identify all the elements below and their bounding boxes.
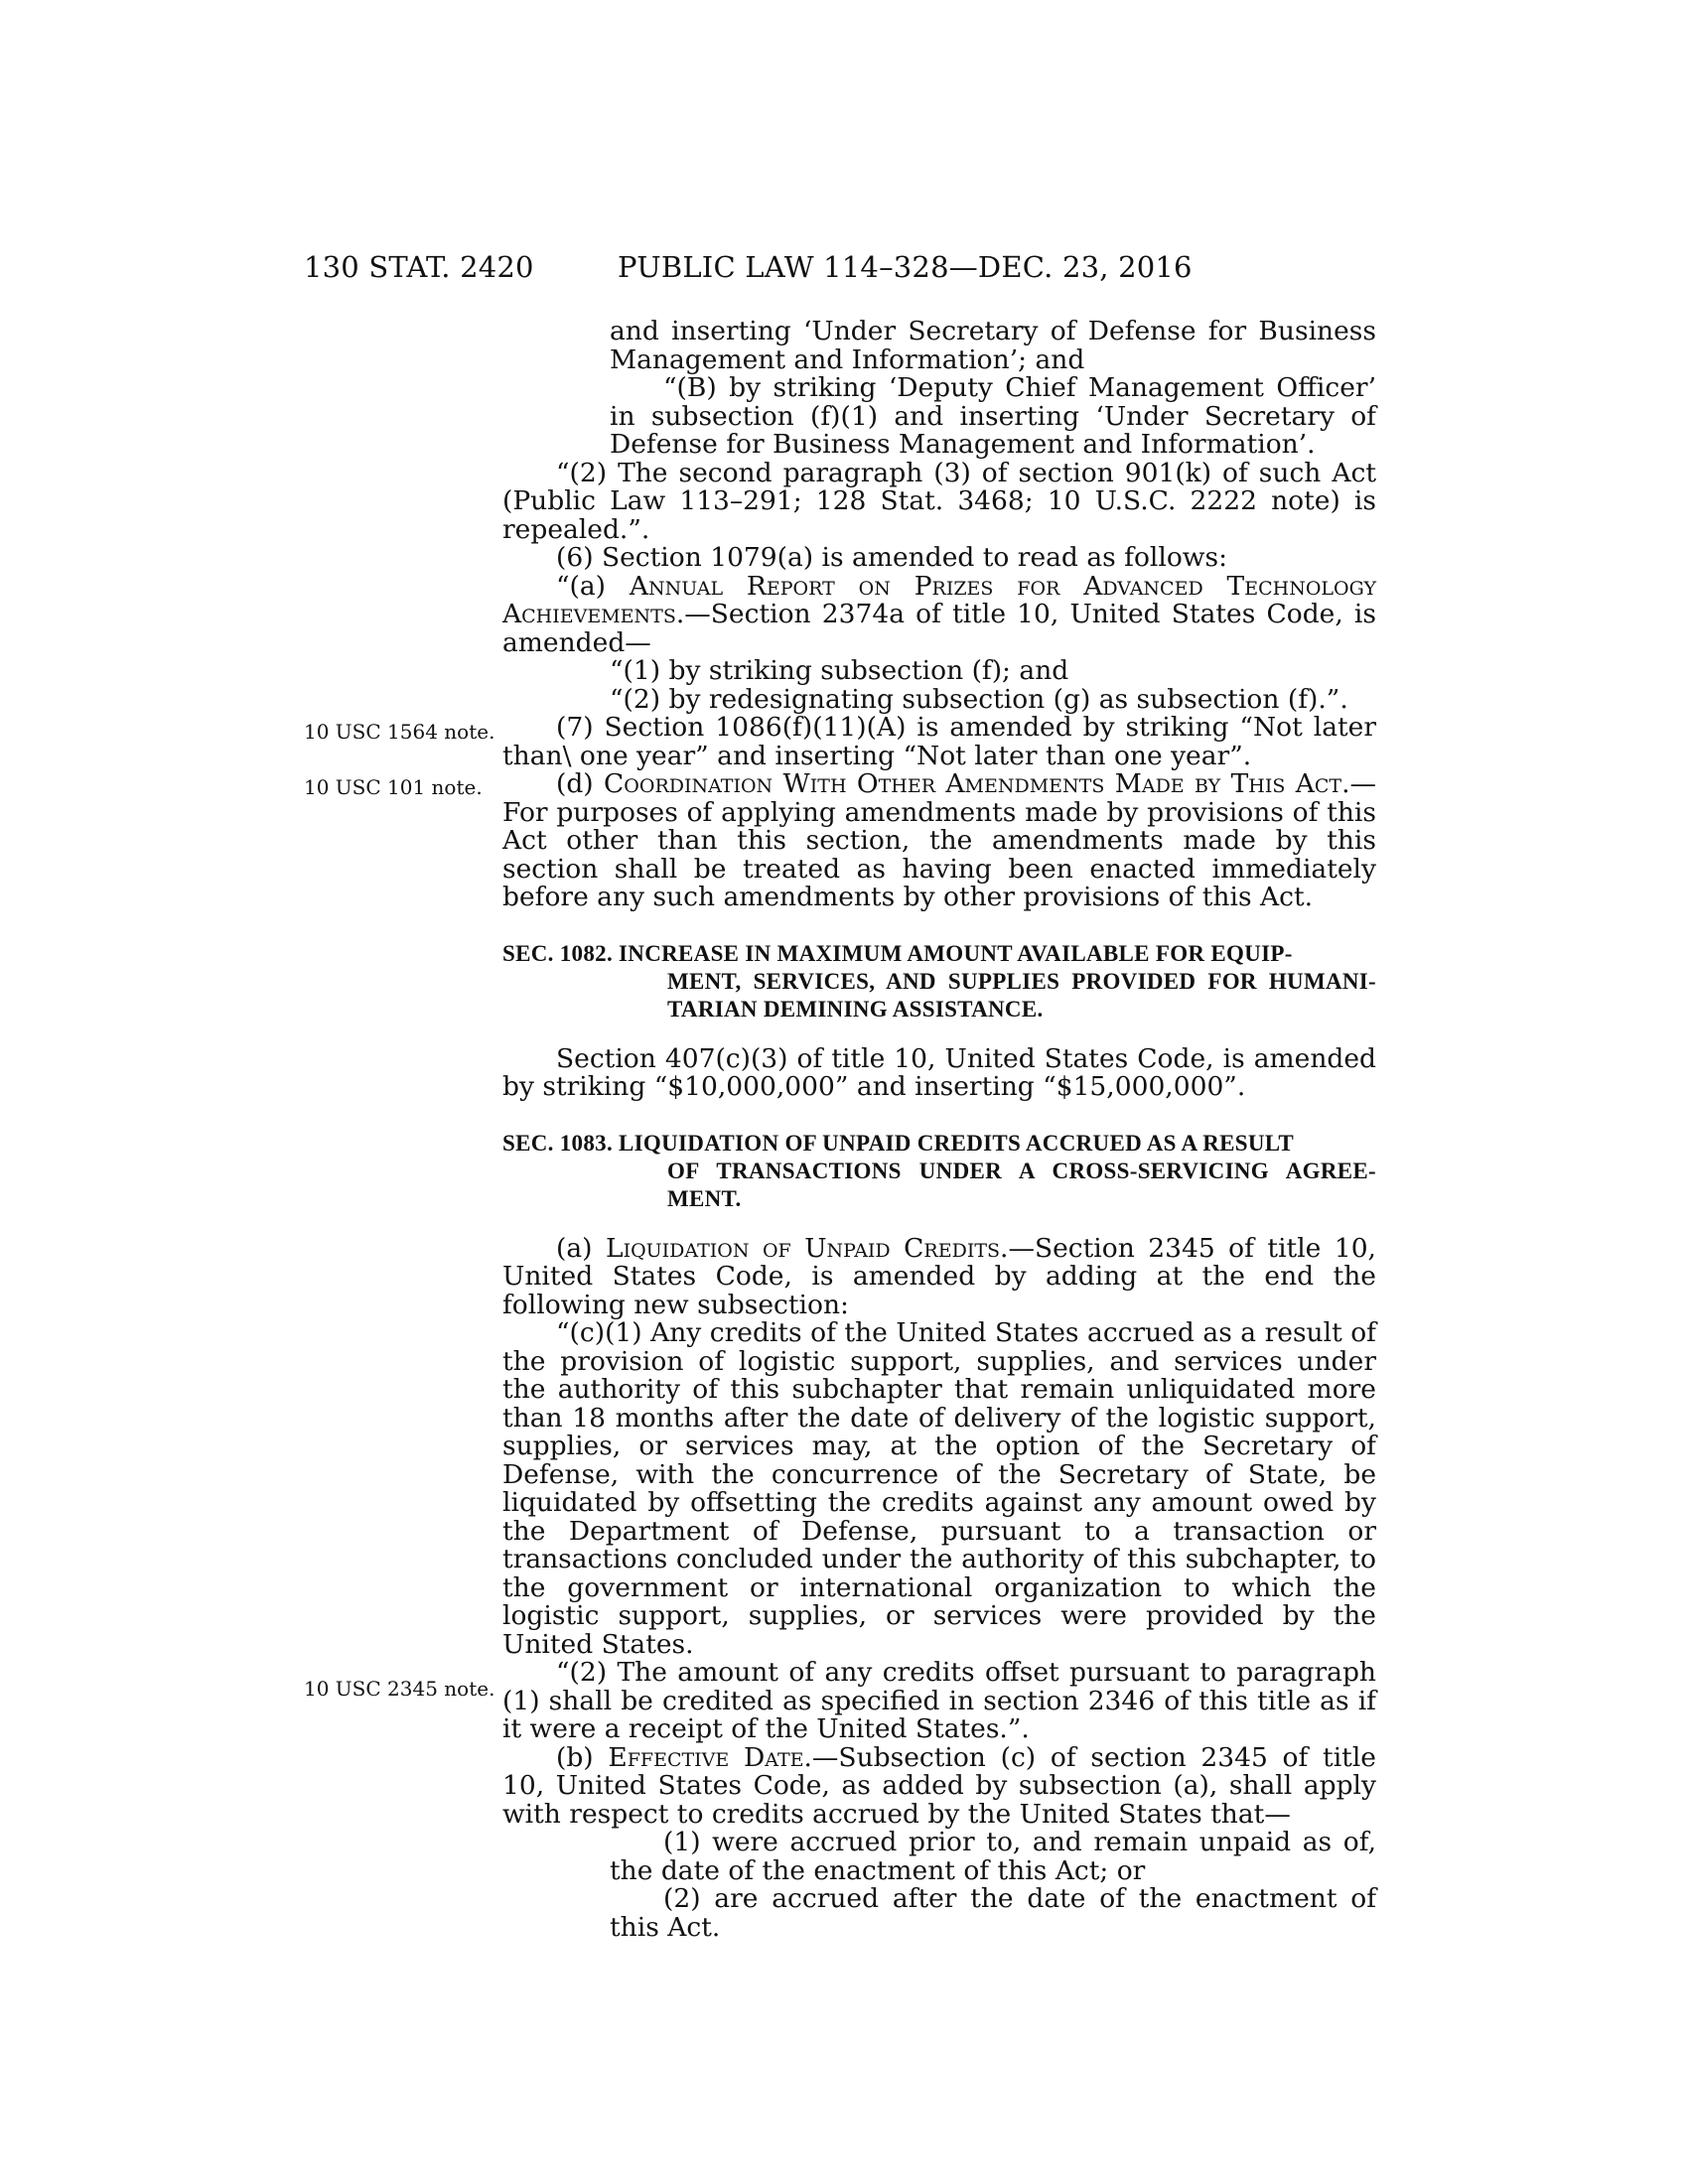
paragraph xyxy=(502,1232,1376,1320)
paragraph: (1) were accrued prior to, and remain unpaid as of, the date of the enactment of this Act; or xyxy=(610,1827,1376,1886)
paragraph: “(B) by striking ‘Deputy Chief Management Officer’ in subsection (f)(1) and inserting ‘Under Secretary of Defense for Business Management and Information’. xyxy=(610,372,1376,460)
paragraph: “(c)(1) Any credits of the United States accrued as a result of the provision of logistic support, supplies, and services under the authority of this subchapter that remain unliquidated more than 18 months after the date of delivery of the logistic support, supplies, or services may, at the option of the Secretary of Defense, with the concurrence of the Secretary of State, be liquidated by offsetting the credits against any amount owed by the Department of Defense, pursuant to a transaction or transactions concluded under the authority of this subchapter, to the government or international organization to which the logistic support, supplies, or services were provided by the United States. xyxy=(502,1317,1376,1660)
running-header: PUBLIC LAW 114–328—DEC. 23, 2016 xyxy=(618,250,1193,284)
paragraph: (2) are accrued after the date of the enactment of this Act. xyxy=(610,1883,1376,1943)
paragraph: “(2) by redesignating subsection (g) as subsection (f).”. xyxy=(610,683,1348,715)
section-heading-first-line: SEC. 1083. LIQUIDATION OF UNPAID CREDITS ACCRUED AS A RESULT xyxy=(502,1130,1294,1156)
paragraph-open: (a) xyxy=(556,1232,606,1264)
margin-note: 10 USC 1564 note. xyxy=(304,720,495,744)
paragraph-caption: Liquidation of Unpaid Credits xyxy=(605,1232,1001,1264)
paragraph: (6) Section 1079(a) is amended to read as follows: xyxy=(556,542,1228,573)
stat-page-number: 130 STAT. 2420 xyxy=(304,250,534,284)
paragraph-caption: Annual Report on Prizes for Advanced Technology Achievements xyxy=(502,570,1376,629)
paragraph-caption: Effective Date xyxy=(608,1741,804,1773)
section-heading xyxy=(502,940,1376,1024)
paragraph xyxy=(502,770,1376,912)
paragraph: “(2) The second paragraph (3) of section 901(k) of such Act (Public Law 113–291; 128 Stat. 3468; 10 U.S.C. 2222 note) is repealed.”. xyxy=(502,457,1376,545)
paragraph-text: .—Section 2345 of title 10, United States Code, is amended by adding at the end the following new subsection: xyxy=(502,1232,1376,1320)
paragraph: Section 407(c)(3) of title 10, United States Code, is amended by striking “$10,000,000” and inserting “$15,000,000”. xyxy=(502,1042,1376,1102)
paragraph-open: “(a) xyxy=(556,570,630,602)
paragraph xyxy=(502,570,1376,658)
paragraph: “(2) The amount of any credits offset pursuant to paragraph (1) shall be credited as specified in section 2346 of this title as if it were a receipt of the United States.”. xyxy=(502,1657,1376,1744)
paragraph-caption: Coordination With Other Amendments Made by This Act xyxy=(604,768,1342,799)
paragraph-open: (b) xyxy=(556,1741,609,1773)
paragraph xyxy=(502,1741,1376,1830)
paragraph: (7) Section 1086(f)(11)(A) is amended by striking “Not later than\ one year” and inserting “Not later than one year”. xyxy=(502,712,1376,771)
section-heading xyxy=(502,1130,1376,1213)
section-heading-first-line: SEC. 1082. INCREASE IN MAXIMUM AMOUNT AVAILABLE FOR EQUIP- xyxy=(502,940,1293,966)
paragraph-open: (d) xyxy=(556,768,605,799)
paragraph-text: .—Section 2374a of title 10, United States Code, is amended— xyxy=(502,599,1376,658)
document-body xyxy=(502,318,1376,1942)
section-heading-rest: OF TRANSACTIONS UNDER A CROSS-SERVICING AGREE- MENT. xyxy=(667,1158,1376,1211)
margin-note: 10 USC 2345 note. xyxy=(304,1677,495,1701)
paragraph-text: .—Subsection (c) of section 2345 of title 10, United States Code, as added by subsection (a), shall apply with respect to credits accrued by the United States that— xyxy=(502,1741,1376,1830)
paragraph: and inserting ‘Under Secretary of Defense for Business Management and Information’; and xyxy=(610,316,1376,375)
margin-note: 10 USC 101 note. xyxy=(304,775,483,799)
section-heading-rest: MENT, SERVICES, AND SUPPLIES PROVIDED FOR HUMANI- TARIAN DEMINING ASSISTANCE. xyxy=(667,968,1376,1022)
paragraph-text: .—For purposes of applying amendments made by provisions of this Act other than this section, the amendments made by this section shall be treated as having been enacted immediately before any such amendments by other provisions of this Act. xyxy=(502,768,1376,912)
paragraph: “(1) by striking subsection (f); and xyxy=(610,655,1069,686)
